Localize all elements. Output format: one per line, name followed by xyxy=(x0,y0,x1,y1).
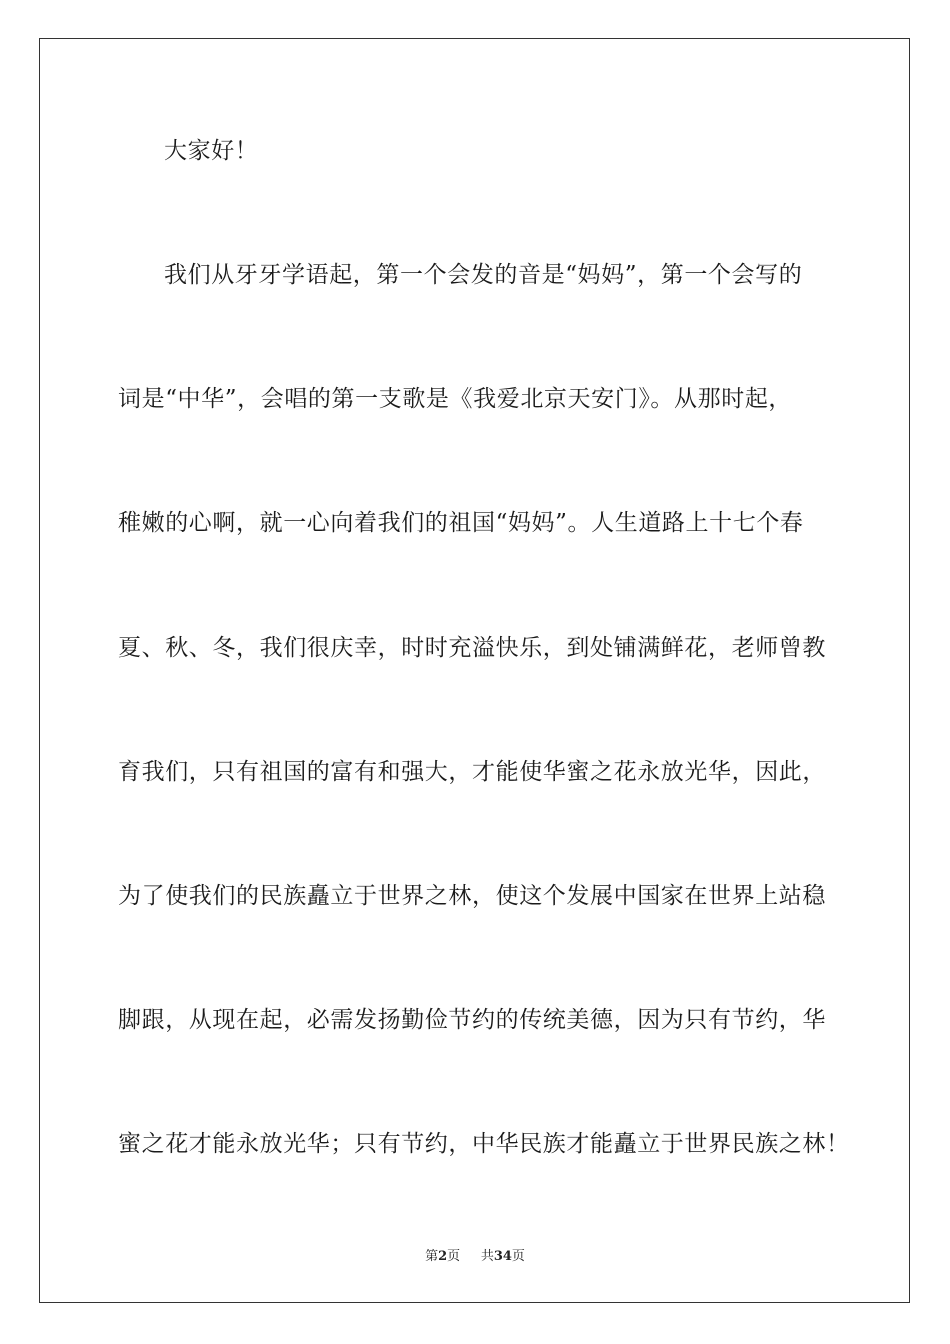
body-line-1: 我们从牙牙学语起，第一个会发的音是“妈妈”，第一个会写的 xyxy=(164,262,803,288)
body-line-6: 为了使我们的民族矗立于世界之林，使这个发展中国家在世界上站稳 xyxy=(118,883,826,909)
page-total: 共34页 xyxy=(480,1249,525,1264)
page-number: 第2页 xyxy=(425,1249,461,1264)
greeting-line: 大家好！ xyxy=(164,138,259,164)
body-line-4: 夏、秋、冬，我们很庆幸，时时充溢快乐，到处铺满鲜花，老师曾教 xyxy=(118,635,826,661)
page-footer xyxy=(0,1249,950,1265)
body-line-2: 词是“中华”，会唱的第一支歌是《我爱北京天安门》。从那时起， xyxy=(118,386,793,412)
body-line-3: 稚嫩的心啊，就一心向着我们的祖国“妈妈”。人生道路上十七个春 xyxy=(118,510,804,536)
body-line-8: 蜜之花才能永放光华；只有节约，中华民族才能矗立于世界民族之林！ xyxy=(118,1131,850,1157)
body-line-7: 脚跟，从现在起，必需发扬勤俭节约的传统美德，因为只有节约，华 xyxy=(118,1007,826,1033)
body-line-5: 育我们，只有祖国的富有和强大，才能使华蜜之花永放光华，因此， xyxy=(118,759,826,785)
page-border xyxy=(39,38,910,1303)
